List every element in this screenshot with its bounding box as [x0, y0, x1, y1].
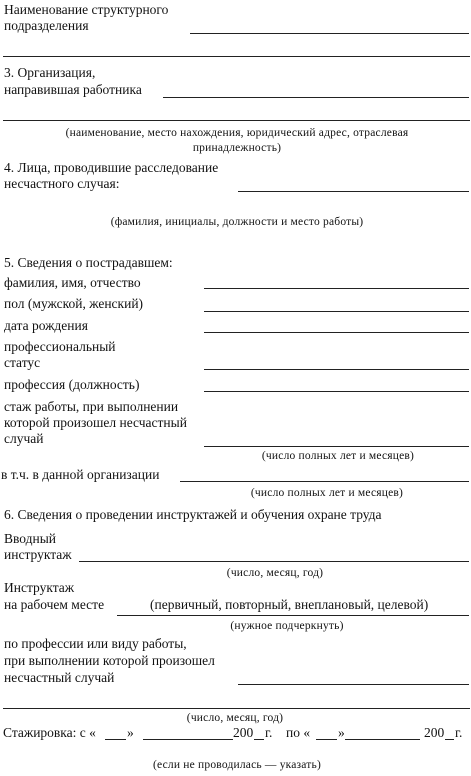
internship-start-year-field[interactable] — [254, 739, 264, 740]
internship-end-year-prefix: 200 — [424, 725, 445, 740]
section3-caption-line1: (наименование, место нахождения, юридический адрес, отраслевая — [65, 127, 409, 139]
organization-field[interactable] — [163, 97, 469, 98]
profession-briefing-label-line2: при выполнении которой произошел — [4, 653, 215, 668]
internship-end-month-field[interactable] — [345, 739, 420, 740]
workplace-briefing-options[interactable]: (первичный, повторный, внеплановый, целевой) — [150, 597, 429, 612]
structural-unit-field[interactable] — [190, 33, 469, 34]
victim-status-field[interactable] — [204, 369, 469, 370]
profession-briefing-field-line2[interactable] — [3, 708, 470, 709]
victim-birth-label: дата рождения — [4, 318, 88, 333]
intro-briefing-label-line2: инструктаж — [4, 547, 72, 562]
internship-end-day-field[interactable] — [316, 739, 337, 740]
victim-experience-label-line3: случай — [4, 431, 44, 446]
victim-experience-field[interactable] — [204, 446, 469, 447]
victim-experience-caption: (число полных лет и месяцев) — [261, 450, 415, 462]
victim-org-experience-caption: (число полных лет и месяцев) — [250, 487, 404, 499]
victim-profession-field[interactable] — [204, 391, 469, 392]
victim-experience-label-line2: которой произошел несчастный — [4, 415, 187, 430]
organization-field-line2[interactable] — [3, 120, 470, 121]
workplace-briefing-field[interactable] — [117, 615, 469, 616]
victim-name-field[interactable] — [204, 288, 469, 289]
victim-sex-label: пол (мужской, женский) — [4, 296, 144, 311]
structural-unit-label-line2: подразделения — [4, 18, 89, 33]
internship-start-month-field[interactable] — [143, 739, 233, 740]
section4-label: несчастного случая: — [4, 176, 120, 191]
internship-end-year-suffix: г. — [455, 725, 463, 740]
internship-start-day-field[interactable] — [105, 739, 126, 740]
victim-experience-label-line1: стаж работы, при выполнении — [4, 399, 179, 414]
profession-briefing-label-line3: несчастный случай — [4, 670, 115, 685]
section3-caption-line2: принадлежность) — [192, 142, 282, 154]
victim-sex-field[interactable] — [204, 311, 469, 312]
section6-title: 6. Сведения о проведении инструктажей и обучения охране труда — [4, 507, 382, 522]
internship-start-quote-close: » — [127, 725, 134, 740]
victim-status-label-line2: статус — [4, 355, 41, 370]
profession-briefing-label-line1: по профессии или виду работы, — [4, 636, 187, 651]
structural-unit-label-line1: Наименование структурного — [4, 2, 169, 17]
section4-title: 4. Лица, проводившие расследование — [4, 160, 219, 175]
workplace-briefing-label-line2: на рабочем месте — [4, 597, 105, 612]
structural-unit-field-line2[interactable] — [3, 56, 470, 57]
victim-birth-field[interactable] — [204, 332, 469, 333]
profession-briefing-caption: (число, месяц, год) — [186, 712, 284, 724]
internship-label: Стажировка: с « — [3, 725, 96, 740]
intro-briefing-caption: (число, месяц, год) — [226, 567, 324, 579]
internship-end-label: по « — [286, 725, 311, 740]
internship-end-quote-close: » — [338, 725, 345, 740]
investigators-field[interactable] — [238, 191, 469, 192]
victim-org-experience-label: в т.ч. в данной организации — [1, 467, 160, 482]
internship-caption: (если не проводилась — указать) — [152, 759, 322, 771]
profession-briefing-field[interactable] — [238, 684, 469, 685]
intro-briefing-field[interactable] — [79, 561, 469, 562]
workplace-briefing-label-line1: Инструктаж — [4, 580, 75, 595]
workplace-briefing-caption: (нужное подчеркнуть) — [230, 620, 344, 632]
internship-start-year-prefix: 200 — [233, 725, 254, 740]
section5-title: 5. Сведения о пострадавшем: — [4, 255, 173, 270]
victim-org-experience-field[interactable] — [180, 481, 469, 482]
internship-start-year-suffix: г. — [265, 725, 273, 740]
victim-profession-label: профессия (должность) — [4, 377, 140, 392]
section3-title: 3. Организация, — [4, 65, 96, 80]
section4-caption: (фамилия, инициалы, должности и место работы) — [110, 216, 364, 228]
section3-label: направившая работника — [4, 82, 142, 97]
victim-name-label: фамилия, имя, отчество — [4, 275, 141, 290]
internship-end-year-field[interactable] — [445, 739, 454, 740]
intro-briefing-label-line1: Вводный — [4, 531, 57, 546]
victim-status-label-line1: профессиональный — [4, 339, 116, 354]
